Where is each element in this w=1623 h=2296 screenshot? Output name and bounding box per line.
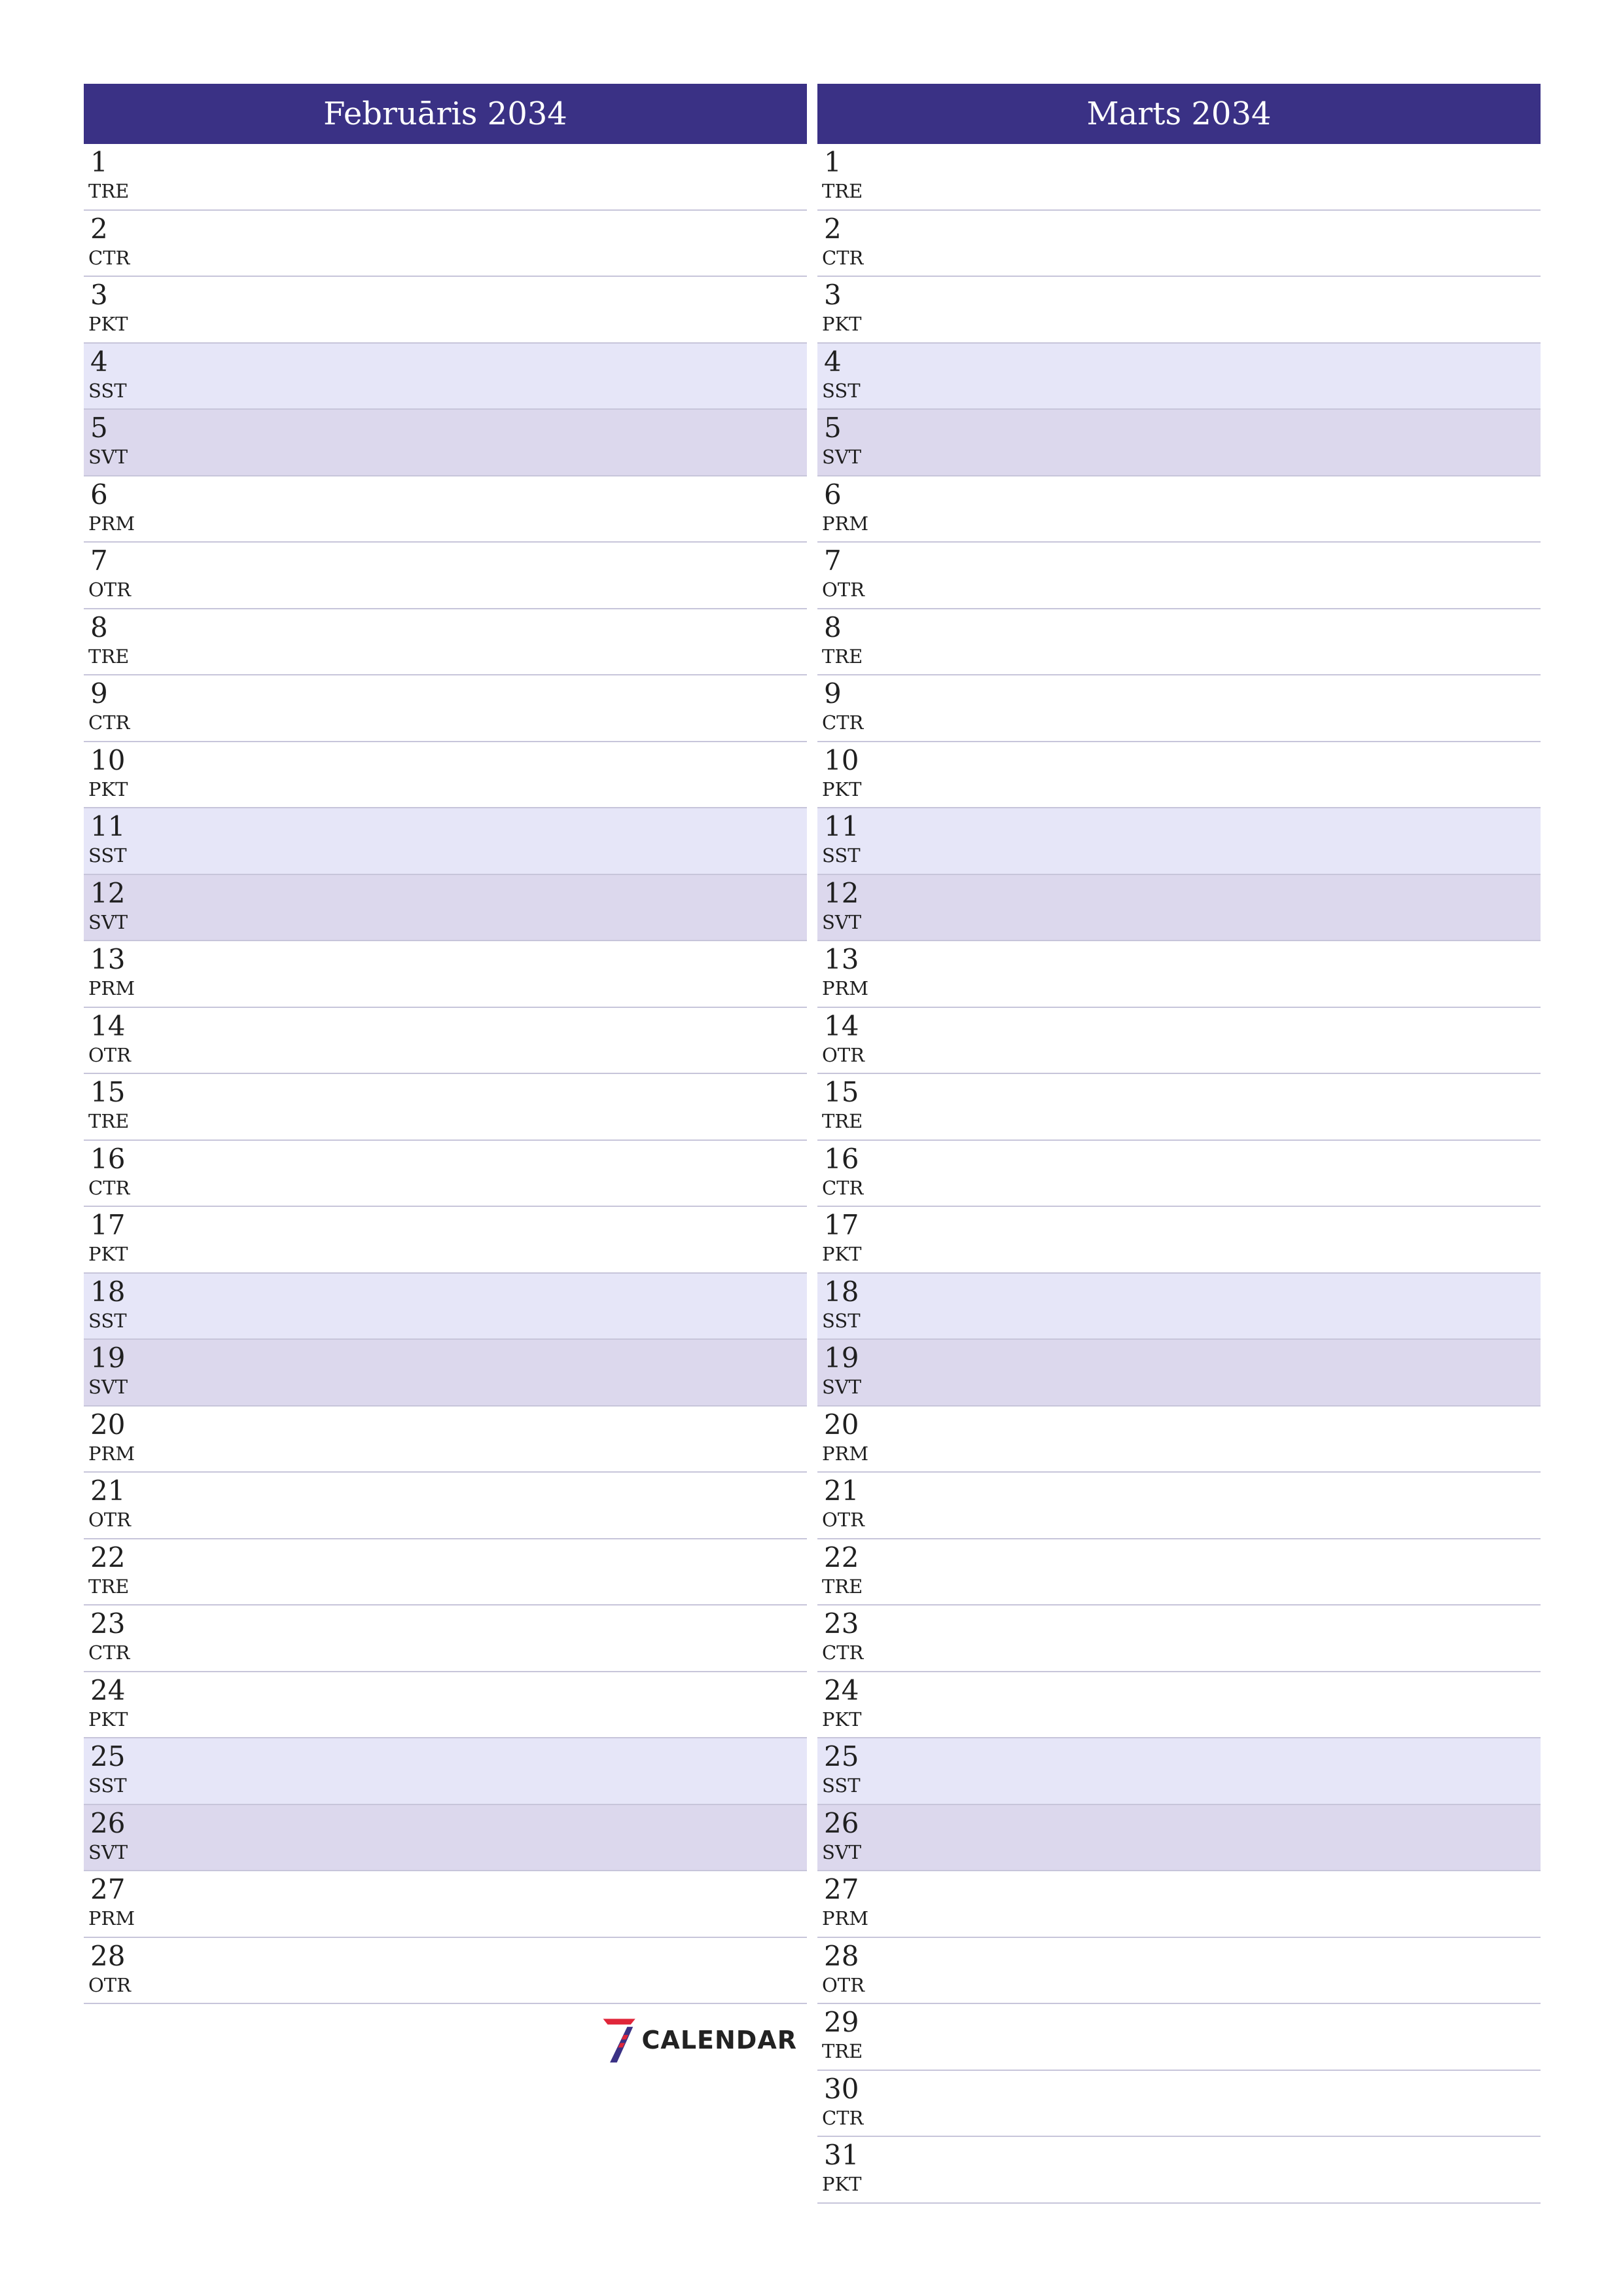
weekday-label: SVT	[88, 446, 128, 468]
day-row	[84, 742, 807, 809]
weekday-label: SVT	[822, 1376, 862, 1398]
day-row	[84, 675, 807, 742]
day-row	[84, 875, 807, 942]
day-row	[817, 742, 1541, 809]
day-row	[84, 144, 807, 211]
weekday-label: PKT	[88, 1708, 128, 1731]
day-list	[84, 144, 807, 2004]
day-number: 28	[90, 1939, 126, 1972]
day-row	[817, 1938, 1541, 2005]
weekday-label: TRE	[822, 1575, 863, 1598]
day-row	[817, 808, 1541, 875]
day-number: 7	[824, 545, 842, 577]
day-row	[84, 1871, 807, 1938]
weekday-label: CTR	[822, 246, 864, 269]
weekday-label: OTR	[88, 1973, 131, 1996]
weekday-label: PKT	[822, 313, 862, 335]
day-number: 16	[90, 1142, 126, 1175]
day-number: 23	[90, 1607, 126, 1640]
day-number: 17	[824, 1209, 859, 1241]
weekday-label: PRM	[88, 977, 135, 999]
weekday-label: PKT	[822, 1243, 862, 1265]
month-title: Marts 2034	[817, 84, 1541, 144]
weekday-label: PRM	[88, 1907, 135, 1929]
day-row	[817, 344, 1541, 410]
day-row	[817, 410, 1541, 476]
weekday-label: PRM	[88, 1442, 135, 1465]
day-row	[84, 344, 807, 410]
weekday-label: PKT	[822, 778, 862, 800]
seven-logo-icon	[601, 2013, 637, 2067]
weekday-label: PKT	[88, 313, 128, 335]
weekday-label: PRM	[88, 512, 135, 535]
day-number: 1	[90, 146, 108, 178]
day-row	[817, 1871, 1541, 1938]
day-row	[84, 1473, 807, 1539]
weekday-label: CTR	[822, 1176, 864, 1199]
day-number: 12	[90, 876, 126, 909]
day-number: 25	[824, 1740, 859, 1772]
day-row	[84, 941, 807, 1008]
day-number: 25	[90, 1740, 126, 1772]
day-number: 18	[90, 1275, 126, 1308]
weekday-label: TRE	[822, 180, 863, 202]
day-row	[84, 543, 807, 609]
weekday-label: SST	[88, 1309, 127, 1332]
day-row	[817, 1539, 1541, 1606]
weekday-label: PKT	[88, 1243, 128, 1265]
day-row	[817, 941, 1541, 1008]
day-row	[817, 1008, 1541, 1075]
day-row	[817, 1141, 1541, 1208]
day-row	[817, 609, 1541, 676]
weekday-label: CTR	[88, 246, 130, 269]
day-row	[84, 1605, 807, 1672]
weekday-label: SST	[88, 379, 127, 402]
day-row	[817, 675, 1541, 742]
day-number: 10	[824, 744, 859, 776]
day-number: 24	[90, 1674, 126, 1706]
day-row	[817, 543, 1541, 609]
day-number: 22	[824, 1541, 859, 1573]
day-row	[817, 1340, 1541, 1407]
day-number: 6	[90, 478, 108, 511]
day-number: 18	[824, 1275, 859, 1308]
weekday-label: OTR	[822, 1509, 865, 1531]
weekday-label: PKT	[822, 2173, 862, 2195]
day-number: 6	[824, 478, 842, 511]
day-row	[817, 1407, 1541, 1473]
day-row	[84, 277, 807, 344]
day-row	[84, 1805, 807, 1872]
day-number: 14	[824, 1009, 859, 1042]
day-number: 10	[90, 744, 126, 776]
day-number: 24	[824, 1674, 859, 1706]
weekday-label: SST	[822, 1774, 861, 1797]
day-row	[817, 277, 1541, 344]
weekday-label: SVT	[88, 1840, 128, 1863]
day-number: 14	[90, 1009, 126, 1042]
weekday-label: CTR	[822, 711, 864, 734]
weekday-label: TRE	[822, 2040, 863, 2062]
day-row	[84, 1938, 807, 2005]
month-february	[84, 84, 807, 2004]
day-row	[84, 211, 807, 278]
weekday-label: SST	[88, 1774, 127, 1797]
weekday-label: CTR	[88, 1641, 130, 1664]
day-number: 13	[824, 943, 859, 975]
month-title: Februāris 2034	[84, 84, 807, 144]
day-number: 5	[824, 412, 842, 444]
day-row	[84, 476, 807, 543]
day-number: 16	[824, 1142, 859, 1175]
day-row	[84, 1274, 807, 1340]
day-number: 20	[90, 1408, 126, 1441]
day-row	[84, 1738, 807, 1805]
day-number: 4	[824, 345, 842, 378]
day-row	[817, 476, 1541, 543]
day-row	[84, 1407, 807, 1473]
day-number: 29	[824, 2006, 859, 2038]
weekday-label: PRM	[822, 1907, 869, 1929]
day-number: 27	[90, 1873, 126, 1905]
day-row	[817, 1672, 1541, 1739]
day-row	[817, 875, 1541, 942]
weekday-label: CTR	[822, 1641, 864, 1664]
weekday-label: PKT	[88, 778, 128, 800]
weekday-label: SST	[822, 1309, 861, 1332]
day-row	[84, 808, 807, 875]
day-number: 22	[90, 1541, 126, 1573]
weekday-label: TRE	[88, 645, 130, 668]
weekday-label: SVT	[88, 1376, 128, 1398]
day-number: 2	[824, 212, 842, 245]
day-row	[817, 2137, 1541, 2204]
weekday-label: TRE	[822, 1110, 863, 1132]
weekday-label: PRM	[822, 512, 869, 535]
weekday-label: PRM	[822, 1442, 869, 1465]
day-row	[84, 609, 807, 676]
day-number: 28	[824, 1939, 859, 1972]
day-row	[817, 1207, 1541, 1274]
weekday-label: SVT	[822, 910, 862, 933]
weekday-label: CTR	[822, 2106, 864, 2129]
weekday-label: SVT	[822, 1840, 862, 1863]
day-number: 30	[824, 2072, 859, 2105]
day-number: 23	[824, 1607, 859, 1640]
day-number: 21	[824, 1475, 859, 1507]
day-row	[84, 1672, 807, 1739]
weekday-label: SST	[88, 844, 127, 867]
day-number: 11	[90, 810, 126, 842]
day-row	[817, 144, 1541, 211]
day-row	[817, 2004, 1541, 2071]
day-number: 20	[824, 1408, 859, 1441]
day-number: 12	[824, 876, 859, 909]
day-row	[817, 1805, 1541, 1872]
day-number: 13	[90, 943, 126, 975]
day-number: 9	[824, 677, 842, 709]
weekday-label: OTR	[88, 1043, 131, 1066]
day-number: 26	[90, 1806, 126, 1839]
day-number: 27	[824, 1873, 859, 1905]
weekday-label: OTR	[822, 1043, 865, 1066]
day-row	[84, 1141, 807, 1208]
day-list	[817, 144, 1541, 2204]
day-row	[817, 211, 1541, 278]
day-number: 17	[90, 1209, 126, 1241]
day-number: 19	[824, 1342, 859, 1374]
day-number: 4	[90, 345, 108, 378]
day-row	[817, 2071, 1541, 2138]
day-number: 5	[90, 412, 108, 444]
day-row	[817, 1473, 1541, 1539]
day-row	[84, 1207, 807, 1274]
day-row	[84, 1340, 807, 1407]
weekday-label: OTR	[822, 579, 865, 601]
day-number: 9	[90, 677, 108, 709]
calendar-logo	[601, 2011, 797, 2070]
day-row	[817, 1738, 1541, 1805]
day-number: 3	[824, 279, 842, 311]
weekday-label: OTR	[822, 1973, 865, 1996]
month-march	[817, 84, 1541, 2204]
weekday-label: TRE	[88, 1110, 130, 1132]
day-number: 2	[90, 212, 108, 245]
weekday-label: SST	[822, 379, 861, 402]
day-number: 7	[90, 545, 108, 577]
weekday-label: TRE	[88, 180, 130, 202]
day-number: 8	[90, 611, 108, 643]
day-number: 15	[824, 1076, 859, 1108]
day-row	[84, 1074, 807, 1141]
weekday-label: CTR	[88, 1176, 130, 1199]
weekday-label: SST	[822, 844, 861, 867]
day-row	[84, 1539, 807, 1606]
day-number: 21	[90, 1475, 126, 1507]
day-number: 26	[824, 1806, 859, 1839]
day-number: 3	[90, 279, 108, 311]
weekday-label: TRE	[822, 645, 863, 668]
weekday-label: OTR	[88, 1509, 131, 1531]
day-row	[817, 1074, 1541, 1141]
weekday-label: SVT	[88, 910, 128, 933]
day-row	[817, 1274, 1541, 1340]
day-number: 19	[90, 1342, 126, 1374]
day-number: 31	[824, 2139, 859, 2171]
day-row	[84, 1008, 807, 1075]
day-row	[817, 1605, 1541, 1672]
weekday-label: PKT	[822, 1708, 862, 1731]
day-row	[84, 410, 807, 476]
day-number: 15	[90, 1076, 126, 1108]
day-number: 8	[824, 611, 842, 643]
weekday-label: SVT	[822, 446, 862, 468]
day-number: 1	[824, 146, 842, 178]
logo-text: CALENDAR	[641, 2026, 797, 2054]
day-number: 11	[824, 810, 859, 842]
weekday-label: OTR	[88, 579, 131, 601]
weekday-label: PRM	[822, 977, 869, 999]
weekday-label: TRE	[88, 1575, 130, 1598]
weekday-label: CTR	[88, 711, 130, 734]
